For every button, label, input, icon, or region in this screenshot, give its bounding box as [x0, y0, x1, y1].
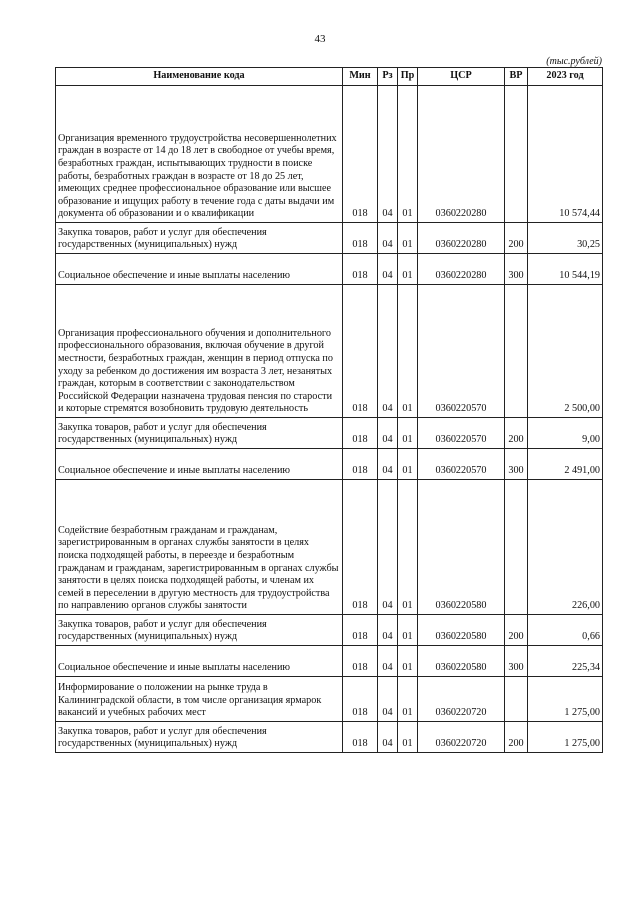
row-csr: 0360220580 — [418, 615, 505, 646]
header-name: Наименование кода — [56, 68, 343, 86]
row-amount: 1 275,00 — [528, 722, 603, 753]
row-vr: 200 — [505, 223, 528, 254]
table-row — [56, 418, 603, 449]
row-pr: 01 — [398, 86, 418, 223]
table-row — [56, 480, 603, 615]
row-rz: 04 — [378, 418, 398, 449]
row-name: Организация профессионального обучения и дополнительного профессионального образования, включая обучение в другой местности, безработных граждан, женщин в период отпуска по уходу за ребенком до достижения им возраста 3 лет, незанятых граждан, которым в соответствии с законодательством Российской Федерации назначена трудовая пенсия по старости и которые стремятся возобновить трудовую деятельность — [56, 285, 343, 418]
row-csr: 0360220720 — [418, 722, 505, 753]
row-min: 018 — [343, 223, 378, 254]
row-csr: 0360220720 — [418, 677, 505, 722]
row-pr: 01 — [398, 223, 418, 254]
row-pr: 01 — [398, 722, 418, 753]
row-rz: 04 — [378, 285, 398, 418]
table-row — [56, 722, 603, 753]
row-min: 018 — [343, 418, 378, 449]
row-csr: 0360220580 — [418, 480, 505, 615]
row-amount: 2 500,00 — [528, 285, 603, 418]
row-min: 018 — [343, 480, 378, 615]
row-amount: 30,25 — [528, 223, 603, 254]
row-amount: 0,66 — [528, 615, 603, 646]
row-name: Закупка товаров, работ и услуг для обеспечения государственных (муниципальных) нужд — [56, 615, 343, 646]
row-amount: 2 491,00 — [528, 449, 603, 480]
row-rz: 04 — [378, 615, 398, 646]
row-amount: 1 275,00 — [528, 677, 603, 722]
row-csr: 0360220570 — [418, 418, 505, 449]
row-vr: 200 — [505, 722, 528, 753]
row-csr: 0360220580 — [418, 646, 505, 677]
row-pr: 01 — [398, 677, 418, 722]
row-name: Содействие безработным гражданам и гражданам, зарегистрированным в органах службы занятости в целях поиска подходящей работы, в переезде и безработным гражданам и гражданам, зарегистрированным в органах службы занятости в целях поиска подходящей работы, и членам их семей в переселении в другую местность для трудоустройства по направлению органов службы занятости — [56, 480, 343, 615]
row-min: 018 — [343, 86, 378, 223]
row-vr — [505, 480, 528, 615]
row-min: 018 — [343, 449, 378, 480]
row-min: 018 — [343, 722, 378, 753]
row-name: Закупка товаров, работ и услуг для обеспечения государственных (муниципальных) нужд — [56, 418, 343, 449]
row-csr: 0360220280 — [418, 254, 505, 285]
row-vr: 200 — [505, 418, 528, 449]
row-vr — [505, 285, 528, 418]
row-pr: 01 — [398, 480, 418, 615]
row-min: 018 — [343, 254, 378, 285]
row-name: Социальное обеспечение и иные выплаты населению — [56, 254, 343, 285]
row-vr: 200 — [505, 615, 528, 646]
row-amount: 225,34 — [528, 646, 603, 677]
table-row — [56, 677, 603, 722]
header-csr: ЦСР — [418, 68, 505, 86]
row-csr: 0360220570 — [418, 285, 505, 418]
row-rz: 04 — [378, 223, 398, 254]
row-name: Организация временного трудоустройства несовершеннолетних граждан в возрасте от 14 до 18 лет в свободное от учебы время, безработных граждан, испытывающих трудности в поиске работы, безработных граждан в возрасте от 18 до 25 лет, имеющих среднее профессиональное образование или высшее образование и ищущих работу в течение года с даты выдачи им документа об образовании и о квалификации — [56, 86, 343, 223]
row-name: Закупка товаров, работ и услуг для обеспечения государственных (муниципальных) нужд — [56, 722, 343, 753]
table-row — [56, 449, 603, 480]
row-min: 018 — [343, 285, 378, 418]
row-min: 018 — [343, 615, 378, 646]
header-min: Мин — [343, 68, 378, 86]
table-header-row — [56, 68, 603, 86]
row-pr: 01 — [398, 285, 418, 418]
row-rz: 04 — [378, 480, 398, 615]
row-pr: 01 — [398, 646, 418, 677]
row-amount: 9,00 — [528, 418, 603, 449]
row-min: 018 — [343, 646, 378, 677]
header-vr: ВР — [505, 68, 528, 86]
row-rz: 04 — [378, 254, 398, 285]
row-pr: 01 — [398, 254, 418, 285]
row-csr: 0360220280 — [418, 223, 505, 254]
table-row — [56, 86, 603, 223]
row-rz: 04 — [378, 86, 398, 223]
row-pr: 01 — [398, 449, 418, 480]
row-amount: 10 544,19 — [528, 254, 603, 285]
row-name: Социальное обеспечение и иные выплаты населению — [56, 646, 343, 677]
page-number: 43 — [314, 33, 326, 45]
row-name: Закупка товаров, работ и услуг для обеспечения государственных (муниципальных) нужд — [56, 223, 343, 254]
row-name: Социальное обеспечение и иные выплаты населению — [56, 449, 343, 480]
table-row — [56, 254, 603, 285]
table-row — [56, 615, 603, 646]
header-pr: Пр — [398, 68, 418, 86]
table-row — [56, 223, 603, 254]
row-rz: 04 — [378, 677, 398, 722]
row-rz: 04 — [378, 646, 398, 677]
row-vr — [505, 677, 528, 722]
units-label: (тыс.рублей) — [546, 56, 602, 67]
table-row — [56, 646, 603, 677]
row-rz: 04 — [378, 449, 398, 480]
budget-table — [55, 67, 603, 753]
header-rz: Рз — [378, 68, 398, 86]
row-amount: 10 574,44 — [528, 86, 603, 223]
row-pr: 01 — [398, 418, 418, 449]
row-pr: 01 — [398, 615, 418, 646]
row-csr: 0360220280 — [418, 86, 505, 223]
row-vr: 300 — [505, 449, 528, 480]
row-csr: 0360220570 — [418, 449, 505, 480]
row-amount: 226,00 — [528, 480, 603, 615]
header-year: 2023 год — [528, 68, 603, 86]
row-rz: 04 — [378, 722, 398, 753]
row-vr: 300 — [505, 646, 528, 677]
row-min: 018 — [343, 677, 378, 722]
row-name: Информирование о положении на рынке труда в Калининградской области, в том числе организация ярмарок вакансий и учебных рабочих мест — [56, 677, 343, 722]
table-row — [56, 285, 603, 418]
row-vr: 300 — [505, 254, 528, 285]
row-vr — [505, 86, 528, 223]
